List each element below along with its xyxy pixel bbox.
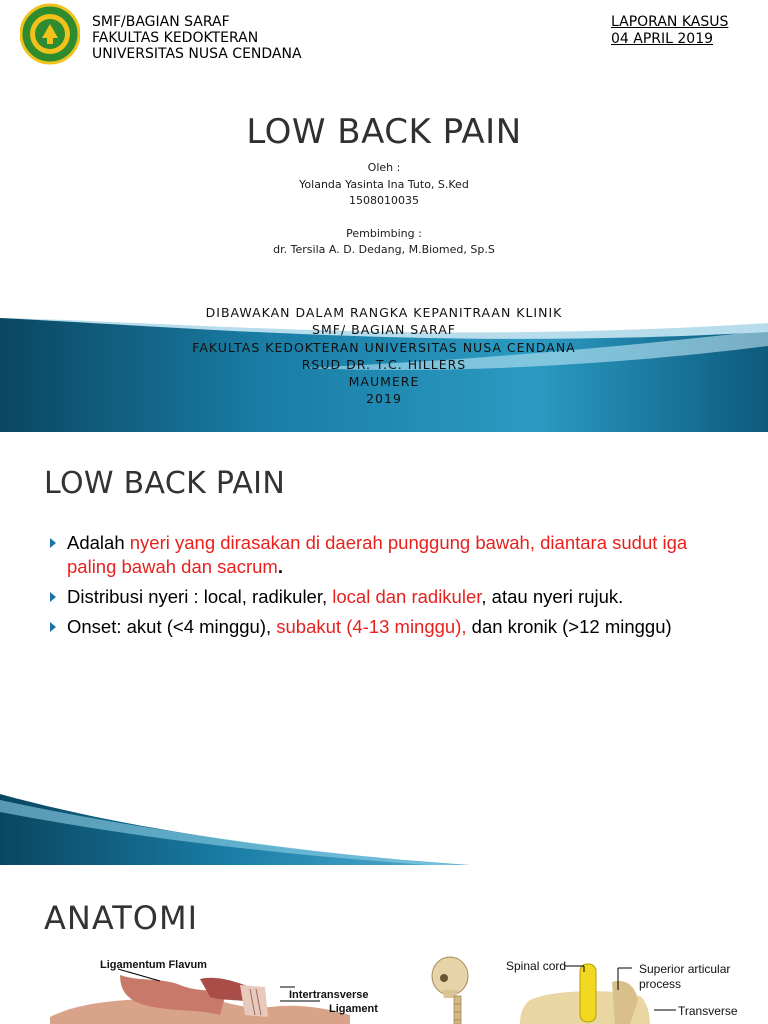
event-line: 2019 (366, 391, 402, 407)
triangle-bullet-icon (50, 538, 56, 548)
anatomy-slide (0, 865, 768, 1024)
bullet-highlight: subakut (4-13 minggu), (276, 616, 467, 637)
author-block (0, 160, 768, 259)
event-info (0, 304, 768, 408)
oleh-label: Oleh : (367, 161, 401, 174)
bullet-text: Distribusi nyeri : local, radikuler, (67, 586, 333, 607)
label-process: process (639, 977, 682, 991)
report-date: 04 APRIL 2019 (611, 31, 714, 47)
label-superior-articular: Superior articular (639, 962, 731, 976)
pembimbing-name: dr. Tersila A. D. Dedang, M.Biomed, Sp.S (273, 243, 495, 256)
event-line: SMF/ BAGIAN SARAF (312, 322, 456, 338)
skull-spine-figure (428, 956, 476, 1024)
bullet-text: Adalah (67, 532, 130, 553)
event-line: RSUD DR. T.C. HILLERS (301, 356, 467, 372)
author-name: Yolanda Yasinta Ina Tuto, S.Ked (299, 177, 469, 191)
slide-title: ANATOMI (44, 899, 199, 937)
header-line: UNIVERSITAS NUSA CENDANA (92, 46, 302, 62)
bullet-highlight: nyeri yang dirasakan di daerah punggung bawah, diantara sudut iga paling bawah dan sacrum (67, 532, 688, 577)
definition-slide (0, 432, 768, 865)
event-line: DIBAWAKAN DALAM RANGKA KEPANITRAAN KLINIK (205, 305, 563, 320)
label-intertransverse: Intertransverse (289, 989, 369, 1001)
label-ligament: Ligament (329, 1003, 378, 1015)
label-transverse: Transverse (678, 1004, 738, 1018)
student-id: 1508010035 (349, 194, 419, 207)
bullet-text: , atau nyeri rujuk. (481, 586, 624, 607)
header-line: FAKULTAS KEDOKTERAN (92, 30, 259, 46)
triangle-bullet-icon (50, 622, 56, 632)
bullet-list (50, 531, 740, 645)
event-line: FAKULTAS KEDOKTERAN UNIVERSITAS NUSA CENDANA (192, 339, 576, 355)
slide-title: LOW BACK PAIN (44, 466, 286, 501)
pembimbing-label: Pembimbing : (346, 226, 422, 240)
triangle-bullet-icon (50, 592, 56, 602)
report-type: LAPORAN KASUS (611, 14, 729, 30)
bullet-highlight: local dan radikuler (332, 586, 482, 607)
institution-header (92, 14, 302, 62)
university-seal-icon (20, 2, 80, 66)
bullet-text: . (277, 556, 283, 577)
title-slide (0, 0, 768, 432)
slide-title: LOW BACK PAIN (246, 112, 522, 152)
bullet-distribution (50, 585, 740, 609)
header-line: SMF/BAGIAN SARAF (92, 14, 230, 30)
event-line: MAUMERE (348, 374, 420, 390)
bullet-text: dan kronik (>12 minggu) (466, 616, 672, 637)
report-header (611, 14, 728, 48)
label-spinal-cord: Spinal cord (506, 959, 567, 973)
label-ligamentum-flavum: Ligamentum Flavum (100, 959, 207, 971)
bullet-definition (50, 531, 740, 579)
bullet-onset (50, 615, 740, 639)
bullet-text: Onset: akut (<4 minggu), (67, 616, 277, 637)
